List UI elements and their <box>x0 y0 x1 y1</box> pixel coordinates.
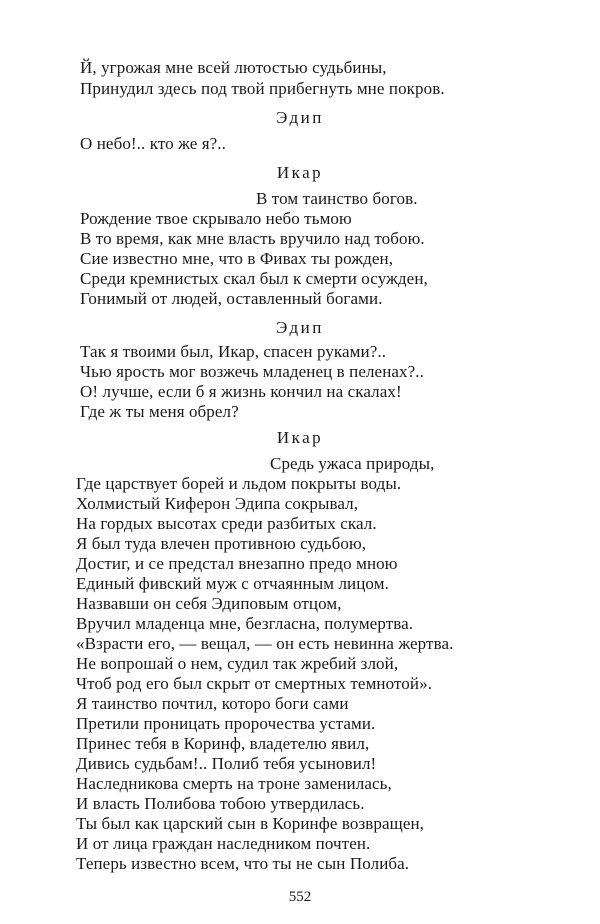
verse-line: Я таинство почтил, которо боги сами <box>76 694 349 713</box>
verse-line: О! лучше, если б я жизнь кончил на скалах! <box>80 382 402 401</box>
verse-line: Чью ярость мог возжечь младенец в пеленах?.. <box>80 362 424 381</box>
verse-line: В том таинство богов. <box>256 189 418 208</box>
verse-line: Где царствует борей и льдом покрыты воды. <box>76 474 402 493</box>
verse-line: Сие известно мне, что в Фивах ты рожден, <box>80 249 394 268</box>
verse-line: Теперь известно всем, что ты не сын Полиба. <box>76 854 410 873</box>
verse-line: Среди кремнистых скал был к смерти осужден, <box>80 269 428 288</box>
verse-line: О небо!.. кто же я?.. <box>80 134 227 153</box>
verse-line: Ты был как царский сын в Коринфе возвращен, <box>76 814 425 833</box>
speaker-name: Эдип <box>276 108 324 127</box>
speaker-name: Эдип <box>276 318 324 337</box>
verse-line: Где ж ты меня обрел? <box>80 402 239 421</box>
verse-line: Й, угрожая мне всей лютостью судьбины, <box>80 58 387 77</box>
verse-line: Принес тебя в Коринф, владетелю явил, <box>76 734 370 753</box>
verse-line: На гордых высотах среди разбитых скал. <box>76 514 377 533</box>
verse-line: Принудил здесь под твой прибегнуть мне покров. <box>80 79 445 98</box>
verse-line: Достиг, и се предстал внезапно предо мною <box>76 554 398 573</box>
verse-line: Я был туда влечен противною судьбою, <box>76 534 367 553</box>
verse-line: Не вопрошай о нем, судил так жребий злой, <box>76 654 399 673</box>
verse-line: Средь ужаса природы, <box>270 454 435 473</box>
verse-line: Назвавши он себя Эдиповым отцом, <box>76 594 342 613</box>
page-number: 552 <box>288 889 312 905</box>
verse-line: Так я твоими был, Икар, спасен руками?.. <box>80 342 387 361</box>
speaker-name: Икар <box>276 163 324 182</box>
verse-line: Наследникова смерть на троне заменилась, <box>76 774 392 793</box>
speaker-name: Икар <box>276 428 324 447</box>
verse-line: Единый фивский муж с отчаянным лицом. <box>76 574 389 593</box>
verse-line: Рождение твое скрывало небо тьмою <box>80 209 352 228</box>
verse-line: Холмистый Киферон Эдипа сокрывал, <box>76 494 359 513</box>
verse-line: «Взрасти его, — вещал, — он есть невинна жертва. <box>76 634 454 653</box>
verse-line: Претили проницать пророчества устами. <box>76 714 376 733</box>
verse-line: В то время, как мне власть вручило над тобою. <box>80 229 425 248</box>
verse-line: Чтоб род его был скрыт от смертных темнотой». <box>76 674 433 693</box>
verse-line: Вручил младенца мне, безгласна, полумертва. <box>76 614 414 633</box>
verse-line: И власть Полибова тобою утвердилась. <box>76 794 365 813</box>
verse-line: Гонимый от людей, оставленный богами. <box>80 289 383 308</box>
verse-line: Дивись судьбам!.. Полиб тебя усыновил! <box>76 754 377 773</box>
verse-line: И от лица граждан наследником почтен. <box>76 834 371 853</box>
